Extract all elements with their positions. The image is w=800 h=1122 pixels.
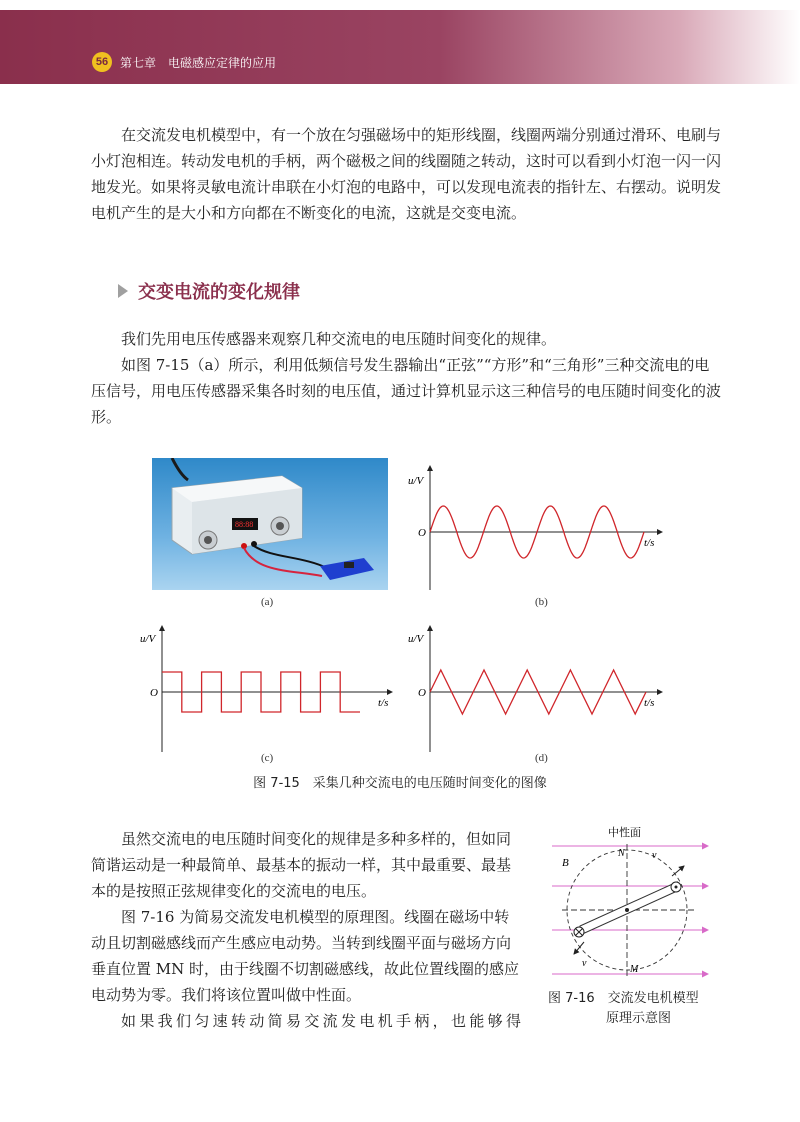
origin-label: O <box>418 527 426 539</box>
triangle-wave-chart <box>400 622 670 754</box>
signal-generator-photo <box>152 458 388 590</box>
x-axis-label: t/s <box>644 537 655 549</box>
figure-label-d: (d) <box>535 752 548 764</box>
figure-7-16-caption-line2: 原理示意图 <box>606 1011 672 1026</box>
triangle-bullet-icon <box>118 284 128 298</box>
paragraph-continued: 如果我们匀速转动简易交流发电机手柄，也能够得 <box>121 1012 521 1030</box>
y-axis-label: u/V <box>408 633 424 645</box>
m-label: M <box>630 964 639 975</box>
header-band <box>0 10 800 84</box>
paragraph-fig15-intro: 如图 7-15（a）所示，利用低频信号发生器输出“正弦”“方形”和“三角形”三种交流电的电压信号，用电压传感器采集各时刻的电压值，通过计算机显示这三种信号的电压随时间变化的波形。 <box>91 356 722 426</box>
velocity-label-bottom: v <box>582 958 587 969</box>
y-axis-label: u/V <box>140 633 156 645</box>
origin-label: O <box>418 687 426 699</box>
figure-7-16-caption <box>548 989 718 1029</box>
paragraph-intro: 在交流发电机模型中，有一个放在匀强磁场中的矩形线圈，线圈两端分别通过滑环、电刷与小灯泡相连。转动发电机的手柄，两个磁极之间的线圈随之转动，这时可以看到小灯泡一闪一闪地发光。如果将灵敏电流计串联在小灯泡的电路中，可以发现电流表的指针左、右摆动。说明发电机产生的是大小和方向都在不断变化的电流，这就是交变电流。 <box>91 126 722 222</box>
section-heading <box>118 278 300 304</box>
origin-label: O <box>150 687 158 699</box>
figure-label-c: (c) <box>261 752 274 764</box>
velocity-arrow-top <box>672 866 684 876</box>
paragraph-sine-importance: 虽然交流电的电压随时间变化的规律是多种多样的，但如同简谐运动是一种最简单、最基本的振动一样，其中最重要、最基本的是按照正弦规律变化的交流电的电压。 <box>91 830 512 900</box>
n-label: N <box>618 848 625 859</box>
y-axis-label: u/V <box>408 475 424 487</box>
paragraph-sensor: 我们先用电压传感器来观察几种交流电的电压随时间变化的规律。 <box>121 330 557 348</box>
velocity-arrow-bottom <box>574 942 584 954</box>
section-title: 交变电流的变化规律 <box>138 282 300 303</box>
chapter-title: 第七章 电磁感应定律的应用 <box>120 56 277 70</box>
x-axis-label: t/s <box>378 697 389 709</box>
paragraph-fig16-intro: 图 7-16 为简易交流发电机模型的原理图。线圈在磁场中转动且切割磁感线而产生感应电动势。当转到线圈平面与磁场方向垂直位置 MN 时，由于线圈不切割磁感线，故此位置线圈的感应电动势为零。我们将该位置叫做中性面。 <box>91 908 520 1004</box>
figure-7-15-caption: 图 7-15 采集几种交流电的电压随时间变化的图像 <box>253 776 547 791</box>
figure-label-b: (b) <box>535 596 548 608</box>
page-number: 56 <box>92 52 112 72</box>
b-field-label: B <box>562 857 569 869</box>
square-wave-chart <box>138 622 400 754</box>
generator-schematic <box>548 824 713 984</box>
velocity-label-top: v <box>652 850 657 861</box>
device-display: 88:88 <box>235 520 254 529</box>
rotation-axis-dot <box>625 908 629 912</box>
figure-7-16-caption-line1: 图 7-16 交流发电机模型 <box>548 991 699 1006</box>
sine-wave-chart <box>400 462 670 592</box>
neutral-plane-label: 中性面 <box>608 827 641 839</box>
x-axis-label: t/s <box>644 697 655 709</box>
figure-label-a: (a) <box>261 596 274 608</box>
signal-generator-illustration <box>152 458 388 590</box>
